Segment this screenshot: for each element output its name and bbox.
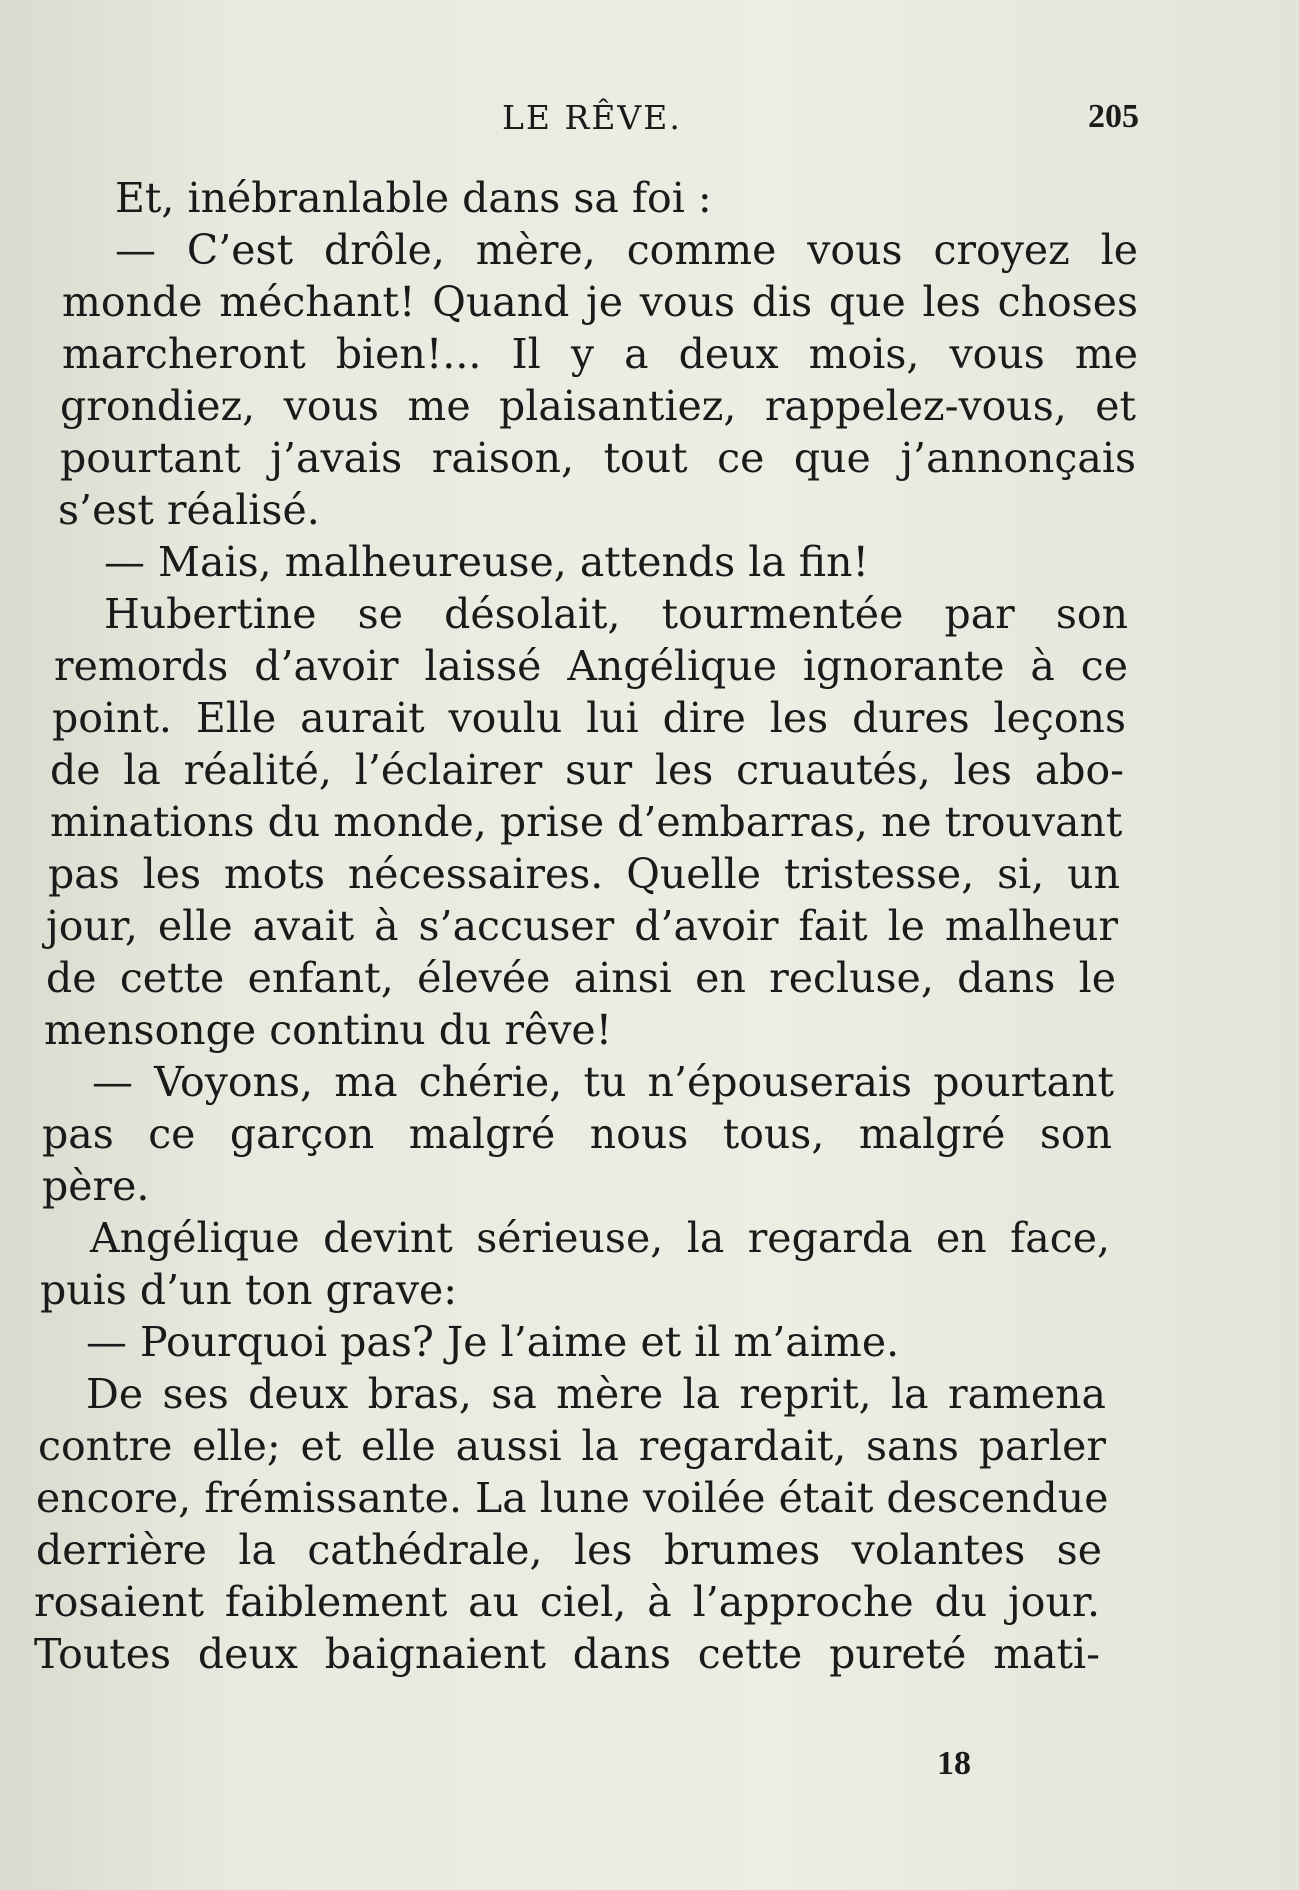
text-line: remords d’avoir laissé Angélique ignorante à ce	[54, 642, 1128, 690]
text-line: de cette enfant, élevée ainsi en recluse, dans le	[46, 954, 1116, 1002]
text-line: — Mais, malheureuse, attends la fin!	[104, 538, 870, 586]
text-line: pas les mots nécessaires. Quelle tristesse, si, un	[48, 850, 1120, 898]
text-line: — Voyons, ma chérie, tu n’épouserais pourtant	[92, 1058, 1114, 1106]
text-line: derrière la cathédrale, les brumes volantes se	[36, 1526, 1102, 1574]
text-line: monde méchant! Quand je vous dis que les choses	[62, 278, 1138, 326]
text-line: point. Elle aurait voulu lui dire les dures leçons	[52, 694, 1126, 742]
text-line: — Pourquoi pas? Je l’aime et il m’aime.	[86, 1318, 900, 1366]
text-line: jour, elle avait à s’accuser d’avoir fait le malheur	[46, 902, 1118, 950]
text-line: marcheront bien!... Il y a deux mois, vous me	[62, 330, 1138, 378]
text-line: grondiez, vous me plaisantiez, rappelez-vous, et	[60, 382, 1136, 430]
text-line: pourtant j’avais raison, tout ce que j’annonçais	[60, 434, 1136, 482]
signature-mark: 18	[937, 1745, 971, 1782]
text-line: Angélique devint sérieuse, la regarda en face,	[90, 1214, 1110, 1262]
text-line: Toutes deux baignaient dans cette pureté mati-	[34, 1630, 1100, 1678]
text-line: — C’est drôle, mère, comme vous croyez le	[115, 226, 1138, 274]
text-line: minations du monde, prise d’embarras, ne trouvant	[50, 798, 1123, 846]
text-line: Et, inébranlable dans sa foi :	[115, 174, 712, 222]
text-line: puis d’un ton grave:	[40, 1266, 458, 1314]
text-line: encore, frémissante. La lune voilée était descendue	[36, 1474, 1109, 1522]
running-head	[0, 98, 1299, 142]
page-number: 205	[1088, 98, 1139, 135]
text-line: Hubertine se désolait, tourmentée par son	[104, 590, 1128, 638]
text-line: pas ce garçon malgré nous tous, malgré son	[42, 1110, 1112, 1158]
text-line: rosaient faiblement au ciel, à l’approche du jour.	[34, 1578, 1100, 1626]
text-line: de la réalité, l’éclairer sur les cruautés, les abo-	[50, 746, 1124, 794]
text-line: père.	[42, 1162, 150, 1210]
running-title: LE RÊVE.	[502, 98, 682, 137]
text-line: s’est réalisé.	[58, 486, 320, 534]
text-line: De ses deux bras, sa mère la reprit, la ramena	[86, 1370, 1106, 1418]
text-line: mensonge continu du rêve!	[44, 1006, 613, 1054]
text-line: contre elle; et elle aussi la regardait, sans parler	[38, 1422, 1106, 1470]
